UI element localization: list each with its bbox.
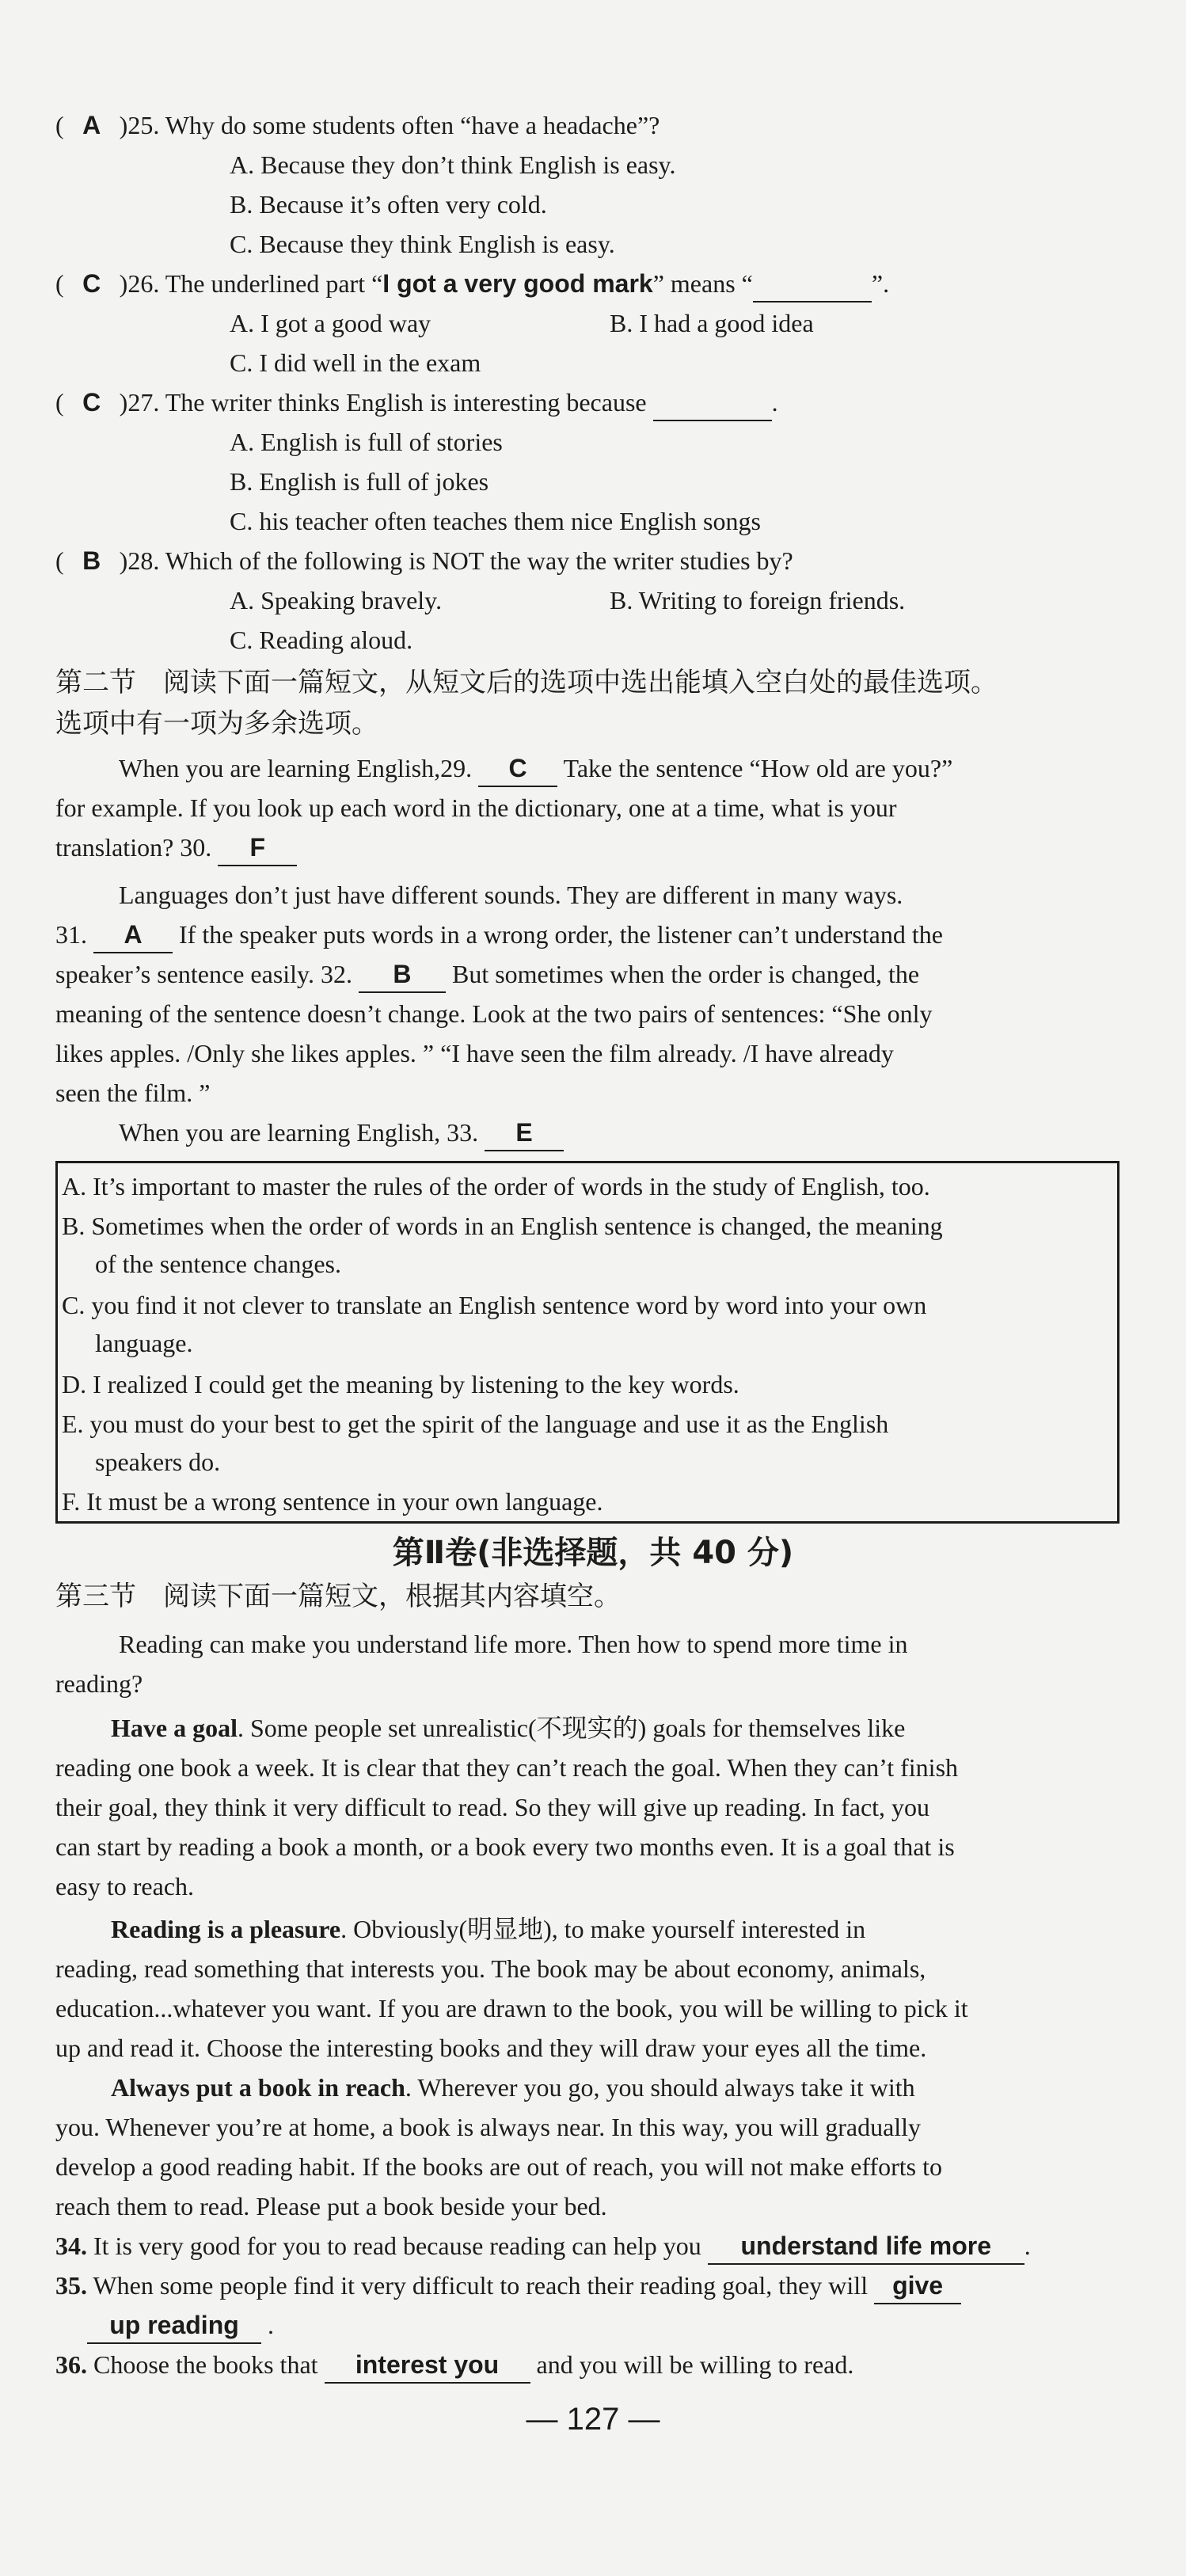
blank-30: F: [218, 830, 297, 866]
option-e-cont: speakers do.: [95, 1448, 221, 1476]
passage2-p3-line4: up and read it. Choose the interesting books and they will draw your eyes all the time.: [55, 2034, 927, 2062]
heading-always-put-a-book: Always put a book in reach: [111, 2073, 405, 2102]
passage2-p2-line5: easy to reach.: [55, 1872, 195, 1901]
passage1-line7: meaning of the sentence doesn’t change. Look at the two pairs of sentences: “She only: [55, 999, 933, 1028]
section-2-heading-cont: 选项中有一项为多余选项。: [55, 708, 378, 740]
section-3-heading: 第三节 阅读下面一篇短文，根据其内容填空。: [55, 1581, 621, 1612]
passage1-line5: 31. A If the speaker puts words in a wrong order, the listener can’t understand the: [55, 917, 943, 953]
passage2-p2-line3: their goal, they think it very difficult to read. So they will give up reading. In fact, you: [55, 1793, 930, 1821]
passage2-p3-line3: education...whatever you want. If you are drawn to the book, you will be willing to pick it: [55, 1994, 968, 2022]
option-27a: A. English is full of stories: [230, 428, 503, 456]
option-a: A. It’s important to master the rules of the order of words in the study of English, too.: [62, 1172, 930, 1200]
option-25a: A. Because they don’t think English is easy.: [230, 150, 676, 179]
passage1-line4: Languages don’t just have different sounds. They are different in many ways.: [119, 881, 903, 909]
passage2-p4-line2: you. Whenever you’re at home, a book is always near. In this way, you will gradually: [55, 2113, 922, 2141]
question-27: ( C )27. The writer thinks English is interesting because .: [55, 385, 778, 421]
page-number: — 127 —: [526, 2402, 660, 2437]
passage2-p2-line4: can start by reading a book a month, or a book every two months even. It is a goal that is: [55, 1832, 955, 1861]
option-e: E. you must do your best to get the spirit of the language and use it as the English: [62, 1410, 889, 1438]
option-b-cont: of the sentence changes.: [95, 1250, 341, 1278]
option-27c: C. his teacher often teaches them nice English songs: [230, 507, 761, 535]
option-28b: B. Writing to foreign friends.: [610, 586, 906, 615]
section-2-heading: 第二节 阅读下面一篇短文，从短文后的选项中选出能填入空白处的最佳选项。: [55, 667, 998, 698]
option-25c: C. Because they think English is easy.: [230, 230, 615, 258]
passage2-p3-line1: Reading is a pleasure. Obviously(明显地), to make yourself interested in: [111, 1915, 866, 1943]
option-d: D. I realized I could get the meaning by listening to the key words.: [62, 1370, 739, 1398]
passage1-line1: When you are learning English,29. C Take the sentence “How old are you?”: [119, 751, 952, 787]
option-c-cont: language.: [95, 1329, 193, 1357]
passage2-p1-line2: reading?: [55, 1669, 143, 1698]
passage1-line2: for example. If you look up each word in the dictionary, one at a time, what is your: [55, 793, 897, 822]
question-25-stem: )25. Why do some students often “have a headache”?: [119, 111, 660, 139]
blank-33: E: [485, 1115, 564, 1151]
answer-36: interest you: [325, 2347, 530, 2384]
question-25: ( A )25. Why do some students often “have a headache”?: [55, 108, 660, 143]
passage1-line3: translation? 30. F: [55, 830, 297, 866]
passage2-p2-line1: Have a goal. Some people set unrealistic(不现实的) goals for themselves like: [111, 1714, 906, 1742]
heading-have-a-goal: Have a goal: [111, 1714, 238, 1742]
blank-32: B: [359, 957, 446, 993]
passage1-line9: seen the film. ”: [55, 1079, 211, 1107]
passage2-p3-line2: reading, read something that interests you. The book may be about economy, animals,: [55, 1954, 926, 1983]
passage1-line10: When you are learning English, 33. E: [119, 1115, 564, 1151]
answer-25: A: [82, 111, 101, 139]
answer-28: B: [82, 546, 101, 575]
blank-27: [653, 385, 772, 421]
passage2-p1-line1: Reading can make you understand life more. Then how to spend more time in: [119, 1630, 908, 1658]
passage2-p4-line1: Always put a book in reach. Wherever you go, you should always take it with: [111, 2073, 915, 2102]
option-28c: C. Reading aloud.: [230, 626, 413, 654]
blank-29: C: [478, 751, 557, 787]
option-28a: A. Speaking bravely.: [230, 586, 443, 615]
option-c: C. you find it not clever to translate an English sentence word by word into your own: [62, 1291, 927, 1319]
question-36: 36. Choose the books that interest you and you will be willing to read.: [55, 2347, 853, 2384]
answer-35-part2: up reading: [87, 2308, 261, 2344]
volume-2-title: 第Ⅱ卷(非选择题，共 40 分): [392, 1535, 794, 1571]
heading-reading-is-a-pleasure: Reading is a pleasure: [111, 1915, 341, 1943]
answer-35-part1: give: [874, 2268, 961, 2304]
passage2-p2-line2: reading one book a week. It is clear that they can’t reach the goal. When they can’t finish: [55, 1753, 959, 1782]
passage1-line8: likes apples. /Only she likes apples. ” “I have seen the film already. /I have already: [55, 1039, 894, 1067]
passage2-p4-line3: develop a good reading habit. If the books are out of reach, you will not make efforts to: [55, 2152, 942, 2181]
option-26c: C. I did well in the exam: [230, 348, 481, 377]
question-26: ( C )26. The underlined part “I got a very good mark” means “ ”.: [55, 266, 889, 302]
question-28: ( B )28. Which of the following is NOT the way the writer studies by?: [55, 543, 793, 578]
passage2-p4-line4: reach them to read. Please put a book beside your bed.: [55, 2192, 607, 2220]
passage1-line6: speaker’s sentence easily. 32. B But sometimes when the order is changed, the: [55, 957, 919, 993]
option-b: B. Sometimes when the order of words in an English sentence is changed, the meaning: [62, 1212, 943, 1240]
option-27b: B. English is full of jokes: [230, 467, 489, 496]
answer-34: understand life more: [708, 2228, 1024, 2265]
underlined-phrase: I got a very good mark: [382, 269, 653, 298]
option-25b: B. Because it’s often very cold.: [230, 190, 547, 219]
question-35-cont: up reading .: [87, 2308, 274, 2344]
option-26a: A. I got a good way: [230, 309, 431, 337]
question-34: 34. It is very good for you to read because reading can help you understand life more .: [55, 2228, 1031, 2265]
answer-26: C: [82, 269, 101, 298]
option-f: F. It must be a wrong sentence in your own language.: [62, 1487, 603, 1516]
question-35: 35. When some people find it very difficult to reach their reading goal, they will give: [55, 2268, 961, 2304]
option-26b: B. I had a good idea: [610, 309, 814, 337]
blank-26: [753, 266, 872, 302]
answer-27: C: [82, 388, 101, 417]
blank-31: A: [93, 917, 173, 953]
